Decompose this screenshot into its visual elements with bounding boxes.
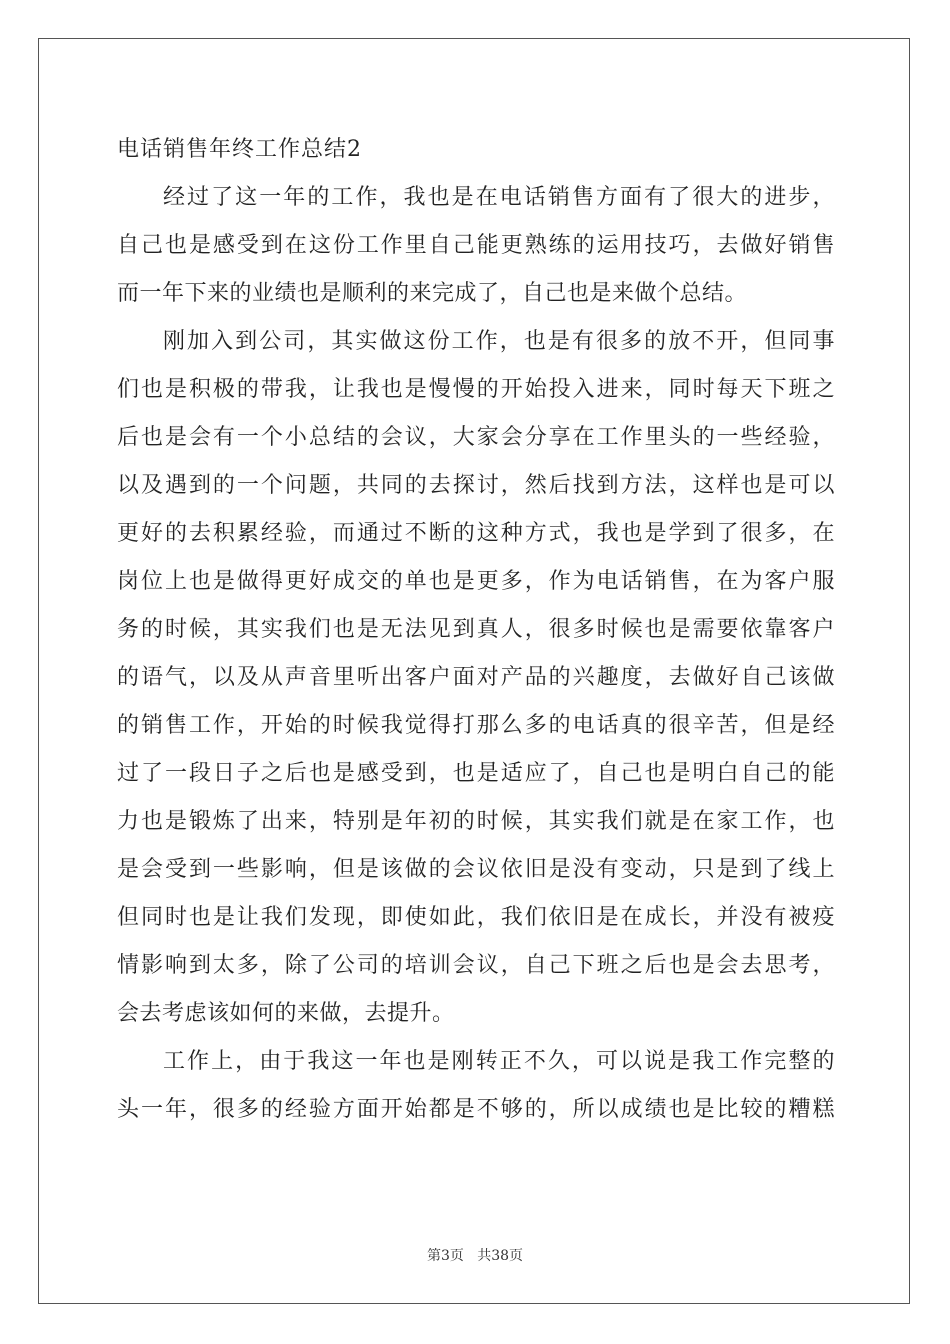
text-line: 务的时候，其实我们也是无法见到真人，很多时候也是需要依靠客户 bbox=[117, 617, 835, 642]
paragraph-1 bbox=[117, 174, 835, 318]
text-line: 后也是会有一个小总结的会议，大家会分享在工作里头的一些经验， bbox=[117, 425, 835, 450]
text-line: 经过了这一年的工作，我也是在电话销售方面有了很大的进步， bbox=[163, 185, 835, 210]
text-line: 刚加入到公司，其实做这份工作，也是有很多的放不开，但同事 bbox=[163, 329, 835, 354]
text-line: 的语气，以及从声音里听出客户面对产品的兴趣度，去做好自己该做 bbox=[117, 665, 835, 690]
text-line: 情影响到太多，除了公司的培训会议，自己下班之后也是会去思考， bbox=[117, 953, 835, 978]
paragraph-2 bbox=[117, 318, 835, 1038]
text-line: 而一年下来的业绩也是顺利的来完成了，自己也是来做个总结。 bbox=[117, 281, 748, 306]
paragraph-3 bbox=[117, 1038, 835, 1134]
page-number-footer: 第3页 共38页 bbox=[426, 1248, 524, 1264]
text-line: 是会受到一些影响，但是该做的会议依旧是没有变动，只是到了线上 bbox=[117, 857, 835, 882]
text-line: 过了一段日子之后也是感受到，也是适应了，自己也是明白自己的能 bbox=[117, 761, 835, 786]
text-line: 力也是锻炼了出来，特别是年初的时候，其实我们就是在家工作，也 bbox=[117, 809, 835, 834]
text-line: 的销售工作，开始的时候我觉得打那么多的电话真的很辛苦，但是经 bbox=[117, 713, 835, 738]
text-line: 更好的去积累经验，而通过不断的这种方式，我也是学到了很多，在 bbox=[117, 521, 835, 546]
document-body bbox=[117, 126, 835, 1134]
text-line: 们也是积极的带我，让我也是慢慢的开始投入进来，同时每天下班之 bbox=[117, 377, 835, 402]
text-line: 以及遇到的一个问题，共同的去探讨，然后找到方法，这样也是可以 bbox=[117, 473, 835, 498]
text-line: 岗位上也是做得更好成交的单也是更多，作为电话销售，在为客户服 bbox=[117, 569, 835, 594]
document-title: 电话销售年终工作总结2 bbox=[117, 137, 362, 162]
text-line: 自己也是感受到在这份工作里自己能更熟练的运用技巧，去做好销售 bbox=[117, 233, 835, 258]
text-line: 头一年，很多的经验方面开始都是不够的，所以成绩也是比较的糟糕 bbox=[117, 1097, 835, 1122]
text-line: 工作上，由于我这一年也是刚转正不久，可以说是我工作完整的 bbox=[163, 1049, 835, 1074]
text-line: 会去考虑该如何的来做，去提升。 bbox=[117, 1001, 455, 1026]
text-line: 但同时也是让我们发现，即使如此，我们依旧是在成长，并没有被疫 bbox=[117, 905, 835, 930]
